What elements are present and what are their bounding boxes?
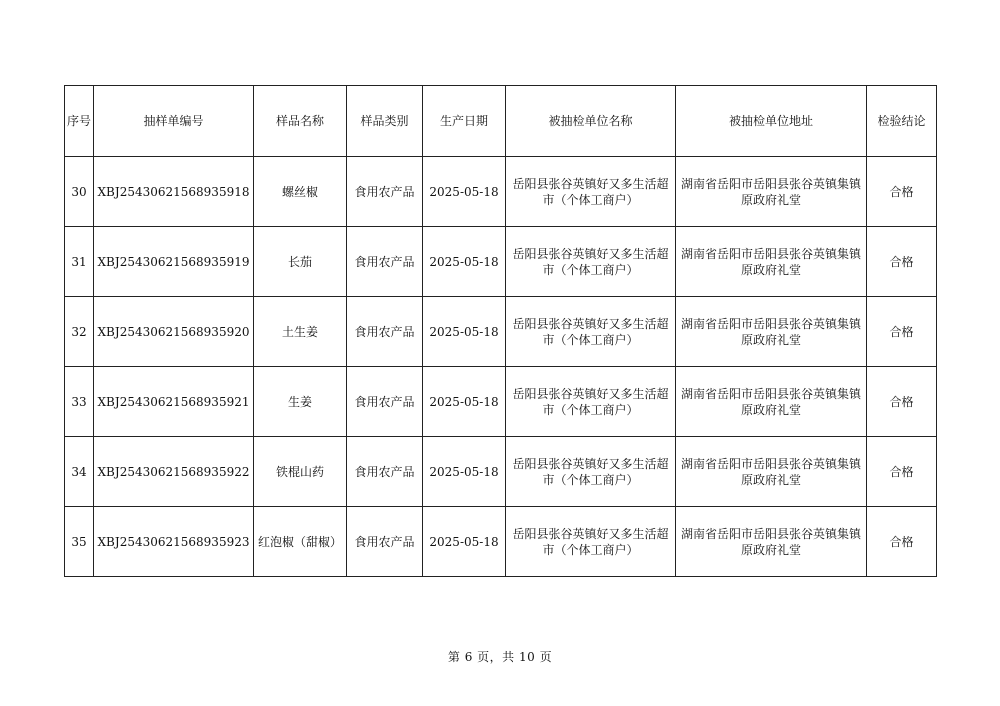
header-serial-number: 序号 — [65, 86, 94, 157]
sample-name-cell: 长茄 — [254, 227, 347, 297]
sample-category-cell: 食用农产品 — [347, 367, 423, 437]
sample-category-cell: 食用农产品 — [347, 297, 423, 367]
sample-name-cell: 土生姜 — [254, 297, 347, 367]
table-row — [65, 227, 937, 297]
production-date-cell: 2025-05-18 — [423, 227, 506, 297]
sample-category-cell: 食用农产品 — [347, 507, 423, 577]
serial-number-cell: 32 — [65, 297, 94, 367]
inspection-results-table — [64, 85, 937, 577]
inspected-unit-address-cell: 湖南省岳阳市岳阳县张谷英镇集镇原政府礼堂 — [676, 227, 867, 297]
sample-category-cell: 食用农产品 — [347, 227, 423, 297]
sample-category-cell: 食用农产品 — [347, 157, 423, 227]
inspected-unit-name-cell: 岳阳县张谷英镇好又多生活超市（个体工商户） — [506, 367, 676, 437]
inspection-conclusion-cell: 合格 — [867, 297, 937, 367]
inspection-conclusion-cell: 合格 — [867, 507, 937, 577]
sampling-number-cell: XBJ25430621568935922 — [94, 437, 254, 507]
serial-number-cell: 30 — [65, 157, 94, 227]
production-date-cell: 2025-05-18 — [423, 367, 506, 437]
inspection-conclusion-cell: 合格 — [867, 367, 937, 437]
inspected-unit-address-cell: 湖南省岳阳市岳阳县张谷英镇集镇原政府礼堂 — [676, 297, 867, 367]
table-row — [65, 157, 937, 227]
sample-name-cell: 红泡椒（甜椒） — [254, 507, 347, 577]
inspection-conclusion-cell: 合格 — [867, 227, 937, 297]
header-inspected-unit-name: 被抽检单位名称 — [506, 86, 676, 157]
inspection-conclusion-cell: 合格 — [867, 157, 937, 227]
table-header-row — [65, 86, 937, 157]
header-sample-name: 样品名称 — [254, 86, 347, 157]
inspected-unit-name-cell: 岳阳县张谷英镇好又多生活超市（个体工商户） — [506, 507, 676, 577]
serial-number-cell: 33 — [65, 367, 94, 437]
table-row — [65, 437, 937, 507]
sample-name-cell: 铁棍山药 — [254, 437, 347, 507]
inspected-unit-address-cell: 湖南省岳阳市岳阳县张谷英镇集镇原政府礼堂 — [676, 507, 867, 577]
inspected-unit-address-cell: 湖南省岳阳市岳阳县张谷英镇集镇原政府礼堂 — [676, 157, 867, 227]
header-inspection-conclusion: 检验结论 — [867, 86, 937, 157]
header-production-date: 生产日期 — [423, 86, 506, 157]
table-row — [65, 297, 937, 367]
production-date-cell: 2025-05-18 — [423, 437, 506, 507]
production-date-cell: 2025-05-18 — [423, 507, 506, 577]
sample-name-cell: 螺丝椒 — [254, 157, 347, 227]
header-sample-category: 样品类别 — [347, 86, 423, 157]
sampling-number-cell: XBJ25430621568935920 — [94, 297, 254, 367]
inspected-unit-address-cell: 湖南省岳阳市岳阳县张谷英镇集镇原政府礼堂 — [676, 367, 867, 437]
page-number-footer: 第 6 页，共 10 页 — [447, 650, 553, 664]
sampling-number-cell: XBJ25430621568935921 — [94, 367, 254, 437]
inspection-conclusion-cell: 合格 — [867, 437, 937, 507]
sample-category-cell: 食用农产品 — [347, 437, 423, 507]
production-date-cell: 2025-05-18 — [423, 297, 506, 367]
sample-name-cell: 生姜 — [254, 367, 347, 437]
serial-number-cell: 35 — [65, 507, 94, 577]
inspected-unit-name-cell: 岳阳县张谷英镇好又多生活超市（个体工商户） — [506, 297, 676, 367]
production-date-cell: 2025-05-18 — [423, 157, 506, 227]
sampling-number-cell: XBJ25430621568935918 — [94, 157, 254, 227]
header-inspected-unit-address: 被抽检单位地址 — [676, 86, 867, 157]
inspected-unit-name-cell: 岳阳县张谷英镇好又多生活超市（个体工商户） — [506, 157, 676, 227]
serial-number-cell: 34 — [65, 437, 94, 507]
table-body — [65, 157, 937, 577]
sampling-number-cell: XBJ25430621568935919 — [94, 227, 254, 297]
inspected-unit-address-cell: 湖南省岳阳市岳阳县张谷英镇集镇原政府礼堂 — [676, 437, 867, 507]
sampling-number-cell: XBJ25430621568935923 — [94, 507, 254, 577]
header-sampling-number: 抽样单编号 — [94, 86, 254, 157]
table-row — [65, 367, 937, 437]
inspected-unit-name-cell: 岳阳县张谷英镇好又多生活超市（个体工商户） — [506, 227, 676, 297]
inspected-unit-name-cell: 岳阳县张谷英镇好又多生活超市（个体工商户） — [506, 437, 676, 507]
serial-number-cell: 31 — [65, 227, 94, 297]
table-row — [65, 507, 937, 577]
